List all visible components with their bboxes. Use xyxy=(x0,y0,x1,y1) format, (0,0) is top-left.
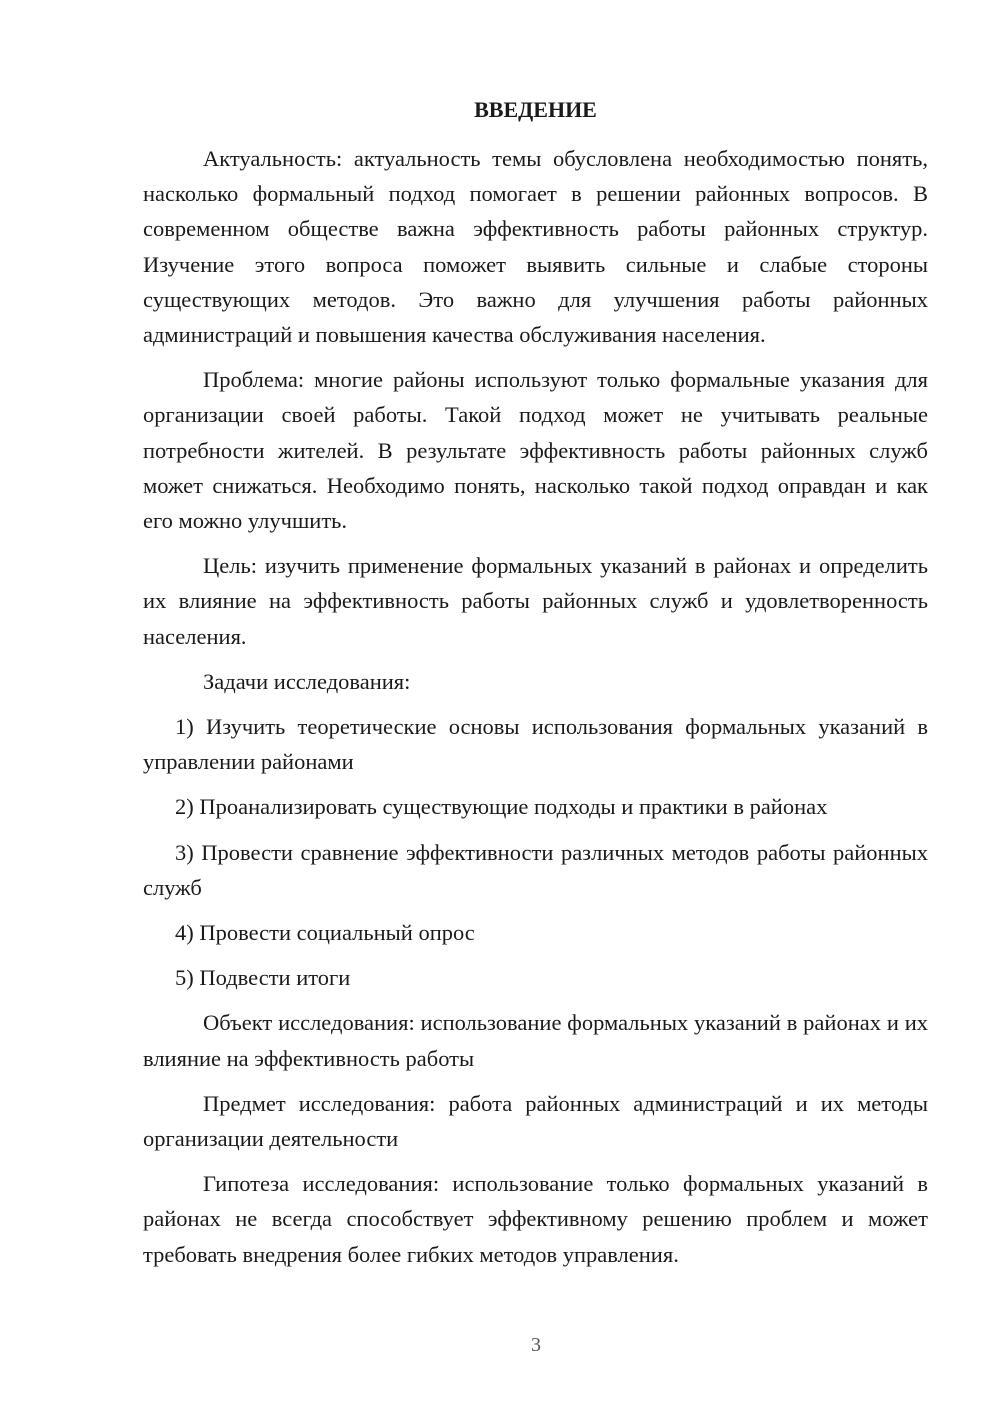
task-item: 5) Подвести итоги xyxy=(175,965,351,991)
object-paragraph: Объект исследования: использование формальных указаний в районах и их влияние на эффективность работы xyxy=(143,1010,928,1071)
task-item: 2) Проанализировать существующие подходы и практики в районах xyxy=(175,794,828,820)
page-number: 3 xyxy=(531,1334,541,1356)
goal-paragraph: Цель: изучить применение формальных указаний в районах и определить их влияние на эффективность работы районных служб и удовлетворенность населения. xyxy=(143,553,928,649)
hypothesis-paragraph: Гипотеза исследования: использование только формальных указаний в районах не всегда способствует эффективному решению проблем и может требовать внедрения более гибких методов управления. xyxy=(143,1171,928,1267)
document-page xyxy=(143,93,928,1282)
section-heading: ВВЕДЕНИЕ xyxy=(474,97,597,122)
task-item: 4) Провести социальный опрос xyxy=(175,920,475,946)
relevance-paragraph: Актуальность: актуальность темы обусловлена необходимостью понять, насколько формальный подход помогает в решении районных вопросов. В современном обществе важна эффективность работы районных структур. Изучение этого вопроса поможет выявить сильные и слабые стороны существующих методов. Это важно для улучшения работы районных администраций и повышения качества обслуживания населения. xyxy=(143,146,928,348)
subject-paragraph: Предмет исследования: работа районных администраций и их методы организации деятельности xyxy=(143,1090,928,1152)
tasks-title: Задачи исследования: xyxy=(203,668,411,694)
task-item: 3) Провести сравнение эффективности различных методов работы районных служб xyxy=(143,839,928,900)
problem-paragraph: Проблема: многие районы используют только формальные указания для организации своей работы. Такой подход может не учитывать реальные потребности жителей. В результате эффективность работы районных служб может снижаться. Необходимо понять, насколько такой подход оправдан и как его можно улучшить. xyxy=(143,367,928,534)
task-item: 1) Изучить теоретические основы использования формальных указаний в управлении районами xyxy=(143,714,928,775)
